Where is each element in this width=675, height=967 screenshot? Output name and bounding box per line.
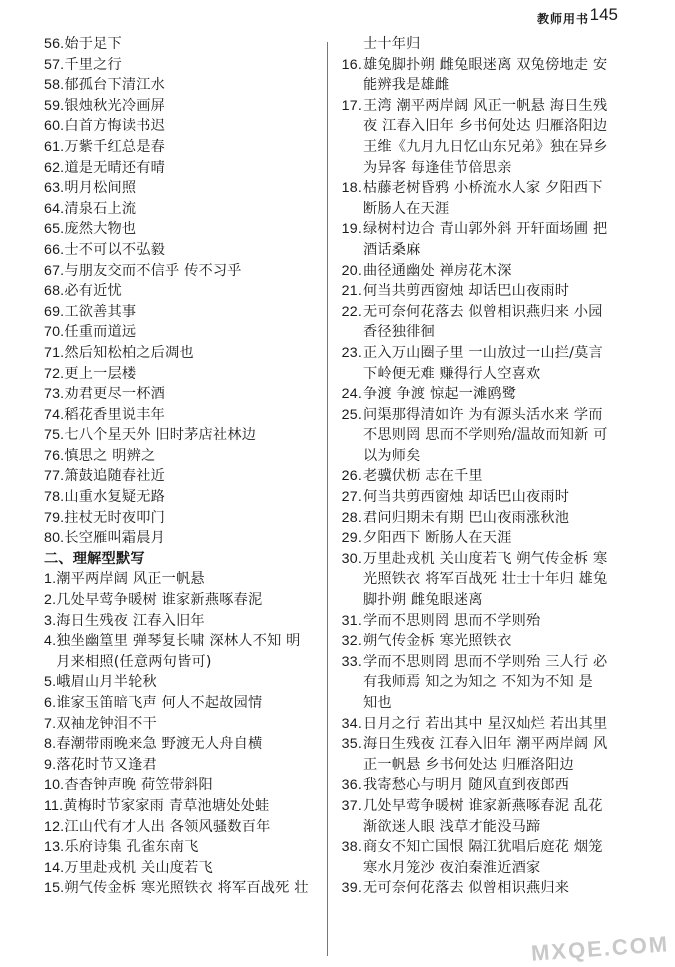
item-number: 61. <box>44 138 65 155</box>
answer-item <box>334 466 620 487</box>
item-text: 几处早莺争暖树 谁家新燕啄春泥 <box>56 592 263 609</box>
item-line: 曲径通幽处 禅房花木深 <box>363 262 512 279</box>
item-text <box>363 55 620 96</box>
item-number: 33. <box>341 653 362 670</box>
item-line: 王湾 潮平两岸阔 风正一帆悬 海日生残 <box>363 97 608 114</box>
item-number: 5. <box>44 674 57 691</box>
item-line: 无可奈何花落去 似曾相识燕归来 小园 <box>363 303 603 320</box>
item-text <box>363 714 620 735</box>
item-text: 江山代有才人出 各领风骚数百年 <box>64 818 271 835</box>
comprehension-answer-list <box>44 569 314 899</box>
answer-item <box>44 75 314 96</box>
answer-item <box>44 755 314 776</box>
item-line: 渐欲迷人眼 浅草才能没马蹄 <box>363 818 541 835</box>
item-line: 朔气传金柝 寒光照铁衣 <box>363 633 512 650</box>
item-line: 断肠人在天涯 <box>363 200 450 217</box>
item-text: 朔气传金柝 寒光照铁衣 将军百战死 壮 <box>64 880 309 897</box>
item-number: 37. <box>341 797 362 814</box>
answer-item <box>334 281 620 302</box>
item-number: 69. <box>44 303 65 320</box>
answer-item <box>334 878 620 899</box>
answer-item <box>44 590 314 611</box>
answer-item <box>44 569 314 590</box>
answer-item <box>334 775 620 796</box>
item-text: 稻花香里说丰年 <box>64 406 166 423</box>
item-number: 73. <box>44 386 65 403</box>
item-text: 独坐幽篁里 弹琴复长啸 深林人不知 明月来相照(任意两句皆可) <box>56 633 301 670</box>
item-number: 15. <box>44 880 65 897</box>
answer-item <box>334 384 620 405</box>
item-line: 几处早莺争暖树 谁家新燕啄春泥 乱花 <box>363 797 603 814</box>
item-number: 18. <box>341 180 362 197</box>
item-number: 14. <box>44 859 65 876</box>
answer-item <box>334 219 620 260</box>
answer-item <box>334 631 620 652</box>
item-text: 庞然大物也 <box>64 221 137 238</box>
answer-item <box>44 364 314 385</box>
item-line: 有我师焉 知之为知之 不知为不知 是 <box>363 674 593 691</box>
item-text <box>363 796 620 837</box>
answer-item <box>44 137 314 158</box>
answer-item <box>44 178 314 199</box>
answer-item <box>44 858 314 879</box>
left-column <box>44 34 314 899</box>
item-line: 日月之行 若出其中 星汉灿烂 若出其里 <box>363 715 608 732</box>
item-text <box>363 734 620 775</box>
item-line: 王维《九月九日忆山东兄弟》独在异乡 <box>363 138 608 155</box>
answer-item <box>334 528 620 549</box>
right-column <box>334 34 620 899</box>
item-line: 香径独徘徊 <box>363 324 435 341</box>
item-line: 绿树村边合 青山郭外斜 开轩面场圃 把 <box>363 221 608 238</box>
item-number: 58. <box>44 77 65 94</box>
item-line: 夕阳西下 断肠人在天涯 <box>363 530 512 547</box>
answer-item <box>334 714 620 735</box>
answer-item <box>334 55 620 96</box>
item-number: 79. <box>44 509 65 526</box>
item-number: 20. <box>341 262 362 279</box>
item-line: 雄兔脚扑朔 雌兔眼迷离 双兔傍地走 安 <box>363 56 608 73</box>
answer-item <box>334 734 620 775</box>
item-line: 不思则罔 思而不学则殆/温故而知新 可 <box>363 427 608 444</box>
item-line: 老骥伏枥 志在千里 <box>363 468 483 485</box>
book-title: 教师用书 <box>536 12 589 26</box>
answer-item <box>44 281 314 302</box>
item-line: 无可奈何花落去 似曾相识燕归来 <box>363 880 570 897</box>
answer-item <box>334 261 620 282</box>
item-number: 39. <box>341 880 362 897</box>
item-number: 17. <box>341 97 362 114</box>
item-line: 海日生残夜 江春入旧年 潮平两岸阔 风 <box>363 736 608 753</box>
answer-item <box>334 405 620 467</box>
item-text: 必有近忧 <box>64 283 122 300</box>
item-text <box>363 508 620 529</box>
item-text: 士不可以不弘毅 <box>64 241 166 258</box>
answer-item <box>44 261 314 282</box>
page-header <box>0 0 675 34</box>
item-number: 2. <box>44 592 57 609</box>
section-heading: 二、理解型默写 <box>44 550 145 567</box>
answer-item <box>44 672 314 693</box>
item-number: 70. <box>44 324 65 341</box>
answer-item <box>44 446 314 467</box>
answer-item <box>44 384 314 405</box>
item-text: 道是无晴还有晴 <box>64 159 166 176</box>
answer-item <box>334 837 620 878</box>
item-text: 落花时节又逢君 <box>56 756 157 773</box>
item-text <box>363 631 620 652</box>
answer-item <box>44 878 314 899</box>
answer-item <box>44 508 314 529</box>
item-text: 拄杖无时夜叩门 <box>64 509 166 526</box>
item-text: 工欲善其事 <box>64 303 137 320</box>
answer-item <box>44 837 314 858</box>
item-text <box>363 878 620 899</box>
item-number: 12. <box>44 818 65 835</box>
answer-item <box>44 714 314 735</box>
answer-item <box>44 116 314 137</box>
item-line: 正入万山圈子里 一山放过一山拦/莫言 <box>363 344 603 361</box>
item-number: 59. <box>44 97 65 114</box>
item-text <box>363 549 620 611</box>
answer-item <box>44 158 314 179</box>
item-line: 问渠那得清如许 为有源头活水来 学而 <box>363 406 603 423</box>
item-number: 3. <box>44 612 57 629</box>
answer-item <box>44 817 314 838</box>
item-text: 黄梅时节家家雨 青草池塘处处蛙 <box>63 797 270 814</box>
answer-item <box>44 34 314 55</box>
item-text: 峨眉山月半轮秋 <box>56 674 157 691</box>
item-text: 劝君更尽一杯酒 <box>64 386 166 403</box>
item-number: 65. <box>44 221 65 238</box>
answer-item <box>44 693 314 714</box>
item-text: 春潮带雨晚来急 野渡无人舟自横 <box>56 736 263 753</box>
item-text: 明月松间照 <box>64 180 137 197</box>
answer-item <box>44 55 314 76</box>
item-number: 56. <box>44 36 65 52</box>
item-text <box>363 837 620 878</box>
answer-item <box>334 302 620 343</box>
item-number: 1. <box>44 571 57 588</box>
item-line: 能辨我是雄雌 <box>363 77 450 94</box>
answer-item <box>44 631 314 672</box>
item-line: 枯藤老树昏鸦 小桥流水人家 夕阳西下 <box>363 180 603 197</box>
item-line: 何当共剪西窗烛 却话巴山夜雨时 <box>363 489 570 506</box>
item-text: 任重而道远 <box>64 324 137 341</box>
answer-item <box>44 796 314 817</box>
item-number: 35. <box>341 736 362 753</box>
item-line: 学而不思则罔 思而不学则殆 <box>363 612 541 629</box>
item-number: 76. <box>44 447 65 464</box>
item-number: 67. <box>44 262 65 279</box>
answer-item <box>44 425 314 446</box>
item-line: 以为师矣 <box>363 447 421 464</box>
item-text: 长空雁叫霜晨月 <box>64 530 166 547</box>
item-text: 谁家玉笛暗飞声 何人不起故园情 <box>56 695 263 711</box>
item-text <box>363 261 620 282</box>
item-number: 75. <box>44 427 65 444</box>
item-number: 34. <box>341 715 362 732</box>
answer-item <box>44 487 314 508</box>
item-line: 争渡 争渡 惊起一滩鸥鹭 <box>363 386 517 403</box>
item-text: 万紫千红总是春 <box>64 138 166 155</box>
answer-item <box>334 343 620 384</box>
item-line: 下岭便无难 赚得行人空喜欢 <box>363 365 541 382</box>
item-number: 71. <box>44 344 65 361</box>
item-number: 78. <box>44 489 65 506</box>
item-line: 寒水月笼沙 夜泊秦淮近酒家 <box>363 859 541 876</box>
answer-item <box>334 549 620 611</box>
item-number: 16. <box>341 56 362 73</box>
item-line: 为异客 每逢佳节倍思亲 <box>363 159 512 176</box>
item-text <box>363 611 620 632</box>
item-number: 64. <box>44 200 65 217</box>
item-number: 11. <box>44 797 64 814</box>
item-text <box>363 343 620 384</box>
item-number: 38. <box>341 839 362 856</box>
item-number: 80. <box>44 530 65 547</box>
answer-item <box>334 487 620 508</box>
answer-item <box>44 611 314 632</box>
column-divider <box>327 42 328 956</box>
item-number: 30. <box>341 550 362 567</box>
item-text: 双袖龙钟泪不干 <box>56 715 157 732</box>
item-text: 清泉石上流 <box>64 200 137 217</box>
item-line: 学而不思则罔 思而不学则殆 三人行 必 <box>363 653 608 670</box>
item-text: 海日生残夜 江春入旧年 <box>56 612 205 629</box>
answer-item <box>334 796 620 837</box>
item-line: 君问归期未有期 巴山夜雨涨秋池 <box>363 509 570 526</box>
item-number: 21. <box>341 283 362 300</box>
item-text <box>363 281 620 302</box>
item-line: 何当共剪西窗烛 却话巴山夜雨时 <box>363 283 570 300</box>
right-answer-list <box>334 55 620 899</box>
item-number: 74. <box>44 406 65 423</box>
answer-item <box>44 734 314 755</box>
answer-item <box>334 652 620 714</box>
item-text: 银烛秋光冷画屏 <box>64 97 166 114</box>
item-text: 然后知松柏之后凋也 <box>64 344 194 361</box>
item-number: 27. <box>341 489 362 506</box>
answer-item <box>44 405 314 426</box>
item-line: 脚扑朔 雌兔眼迷离 <box>363 592 483 609</box>
item-number: 29. <box>341 530 362 547</box>
item-text: 七八个星天外 旧时茅店社林边 <box>64 427 257 444</box>
item-number: 57. <box>44 56 65 73</box>
item-line: 万里赴戎机 关山度若飞 朔气传金柝 寒 <box>363 550 608 567</box>
item-number: 9. <box>44 756 57 773</box>
item-text <box>363 178 620 219</box>
item-number: 72. <box>44 365 65 382</box>
item-text <box>363 487 620 508</box>
item-text <box>363 775 620 796</box>
item-number: 63. <box>44 180 65 197</box>
item-text <box>363 466 620 487</box>
answer-item <box>44 343 314 364</box>
item-number: 77. <box>44 468 65 485</box>
item-text: 山重水复疑无路 <box>64 489 166 506</box>
item-number: 26. <box>341 468 362 485</box>
item-text: 始于足下 <box>64 36 122 52</box>
answer-item <box>44 466 314 487</box>
answer-item <box>44 775 314 796</box>
item-text: 慎思之 明辨之 <box>64 447 156 464</box>
left-answer-list <box>44 34 314 549</box>
item-text <box>363 96 620 178</box>
item-number: 31. <box>341 612 362 629</box>
item-text: 千里之行 <box>64 56 122 73</box>
item-text: 白首方悔读书迟 <box>64 118 166 135</box>
item-text: 万里赴戎机 关山度若飞 <box>64 859 213 876</box>
item-number: 24. <box>341 386 362 403</box>
item-line: 夜 江春入旧年 乡书何处达 归雁洛阳边 <box>363 118 608 135</box>
answer-item <box>44 528 314 549</box>
item-text: 乐府诗集 孔雀东南飞 <box>64 839 199 856</box>
item-number: 25. <box>341 406 362 423</box>
item-text <box>363 219 620 260</box>
item-text <box>363 652 620 714</box>
item-text <box>363 405 620 467</box>
item-line: 商女不知亡国恨 隔江犹唱后庭花 烟笼 <box>363 839 603 856</box>
item-text: 与朋友交而不信乎 传不习乎 <box>64 262 242 279</box>
item-number: 60. <box>44 118 65 135</box>
item-number: 4. <box>44 633 57 650</box>
item-number: 6. <box>44 695 57 711</box>
answer-item <box>334 611 620 632</box>
item-text: 杳杳钟声晚 荷笠带斜阳 <box>64 777 213 794</box>
continuation-line: 士十年归 <box>363 36 421 52</box>
item-number: 23. <box>341 344 362 361</box>
answer-item <box>44 302 314 323</box>
item-number: 66. <box>44 241 65 258</box>
item-text <box>363 302 620 343</box>
answer-item <box>44 240 314 261</box>
item-number: 7. <box>44 715 57 732</box>
answer-item <box>334 508 620 529</box>
item-text <box>363 384 620 405</box>
item-line: 我寄愁心与明月 随风直到夜郎西 <box>363 777 570 794</box>
watermark-logo: MXQE.COM <box>530 931 670 966</box>
item-number: 13. <box>44 839 65 856</box>
item-text: 箫鼓追随春社近 <box>64 468 166 485</box>
answer-item <box>334 96 620 178</box>
item-number: 8. <box>44 736 57 753</box>
item-text <box>363 528 620 549</box>
item-text: 潮平两岸阔 风正一帆悬 <box>56 571 205 588</box>
item-number: 68. <box>44 283 65 300</box>
answer-item <box>44 219 314 240</box>
page-number: 145 <box>589 5 618 24</box>
item-number: 28. <box>341 509 362 526</box>
answer-item <box>334 178 620 219</box>
item-line: 知也 <box>363 695 392 711</box>
item-number: 22. <box>341 303 362 320</box>
answer-item <box>44 322 314 343</box>
answer-item <box>44 199 314 220</box>
item-text: 更上一层楼 <box>64 365 137 382</box>
item-line: 酒话桑麻 <box>363 241 421 258</box>
item-line: 正一帆悬 乡书何处达 归雁洛阳边 <box>363 756 574 773</box>
item-number: 36. <box>341 777 362 794</box>
item-number: 62. <box>44 159 65 176</box>
item-line: 光照铁衣 将军百战死 壮士十年归 雄兔 <box>363 571 608 588</box>
item-text: 郁孤台下清江水 <box>64 77 166 94</box>
item-number: 10. <box>44 777 65 794</box>
item-number: 32. <box>341 633 362 650</box>
item-number: 19. <box>341 221 362 238</box>
answer-item <box>44 96 314 117</box>
